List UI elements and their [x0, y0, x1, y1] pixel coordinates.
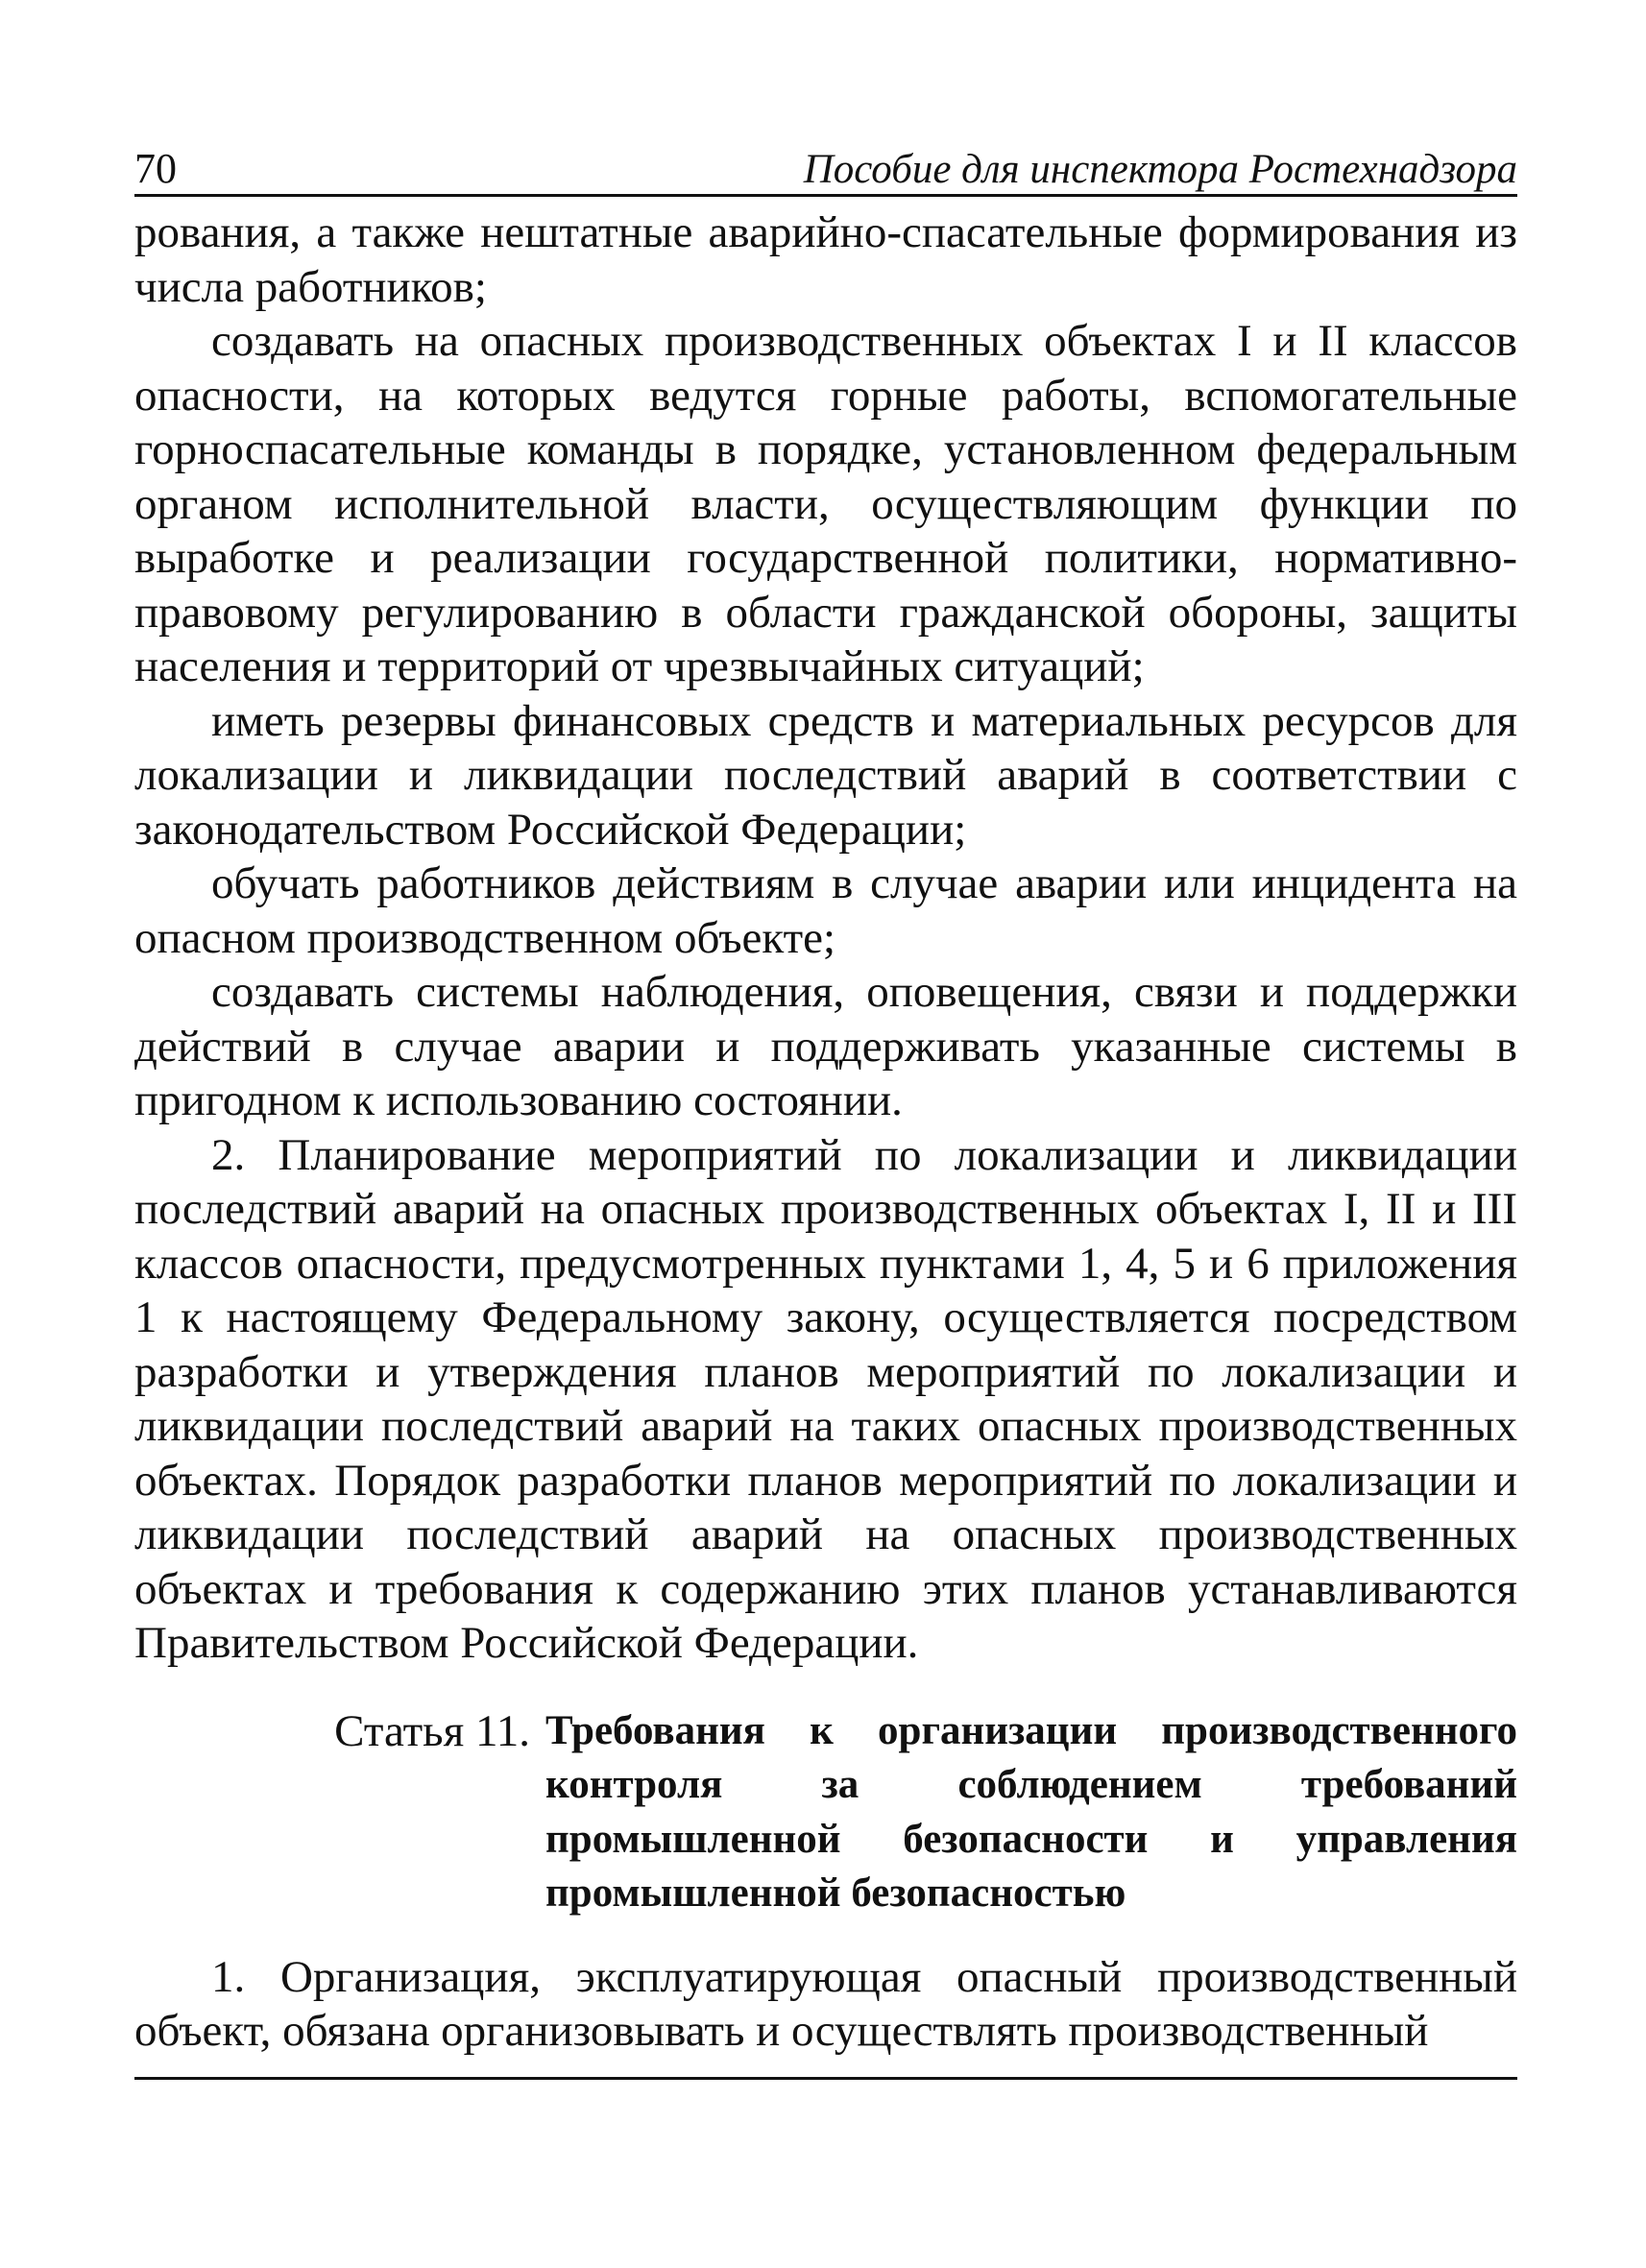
paragraph-continuation: рования, а также нештатные аварийно-спасательные формирования из числа работников; [134, 207, 1517, 312]
paragraph-planning: 2. Планирование мероприятий по локализации и ликвидации последствий аварий на опасных производственных объектах I, II и III классов опасности, предусмотренных пунктами 1, 4, 5 и 6 приложения 1 к настоящему Федеральному закону, осуществляется посредством разработки и утверждения планов мероприятий по локализации и ликвидации последствий аварий на таких опасных производственных объектах. Порядок разработки планов мероприятий по локализации и ликвидации последствий аварий на опасных производственных объектах и требования к содержанию этих планов устанавливаются Правительством Российской Федерации. [134, 1129, 1517, 1668]
article-heading [134, 1704, 1517, 1921]
page-body [134, 205, 1517, 2059]
paragraph-rescue-teams: создавать на опасных производственных объектах I и II классов опасности, на которых ведутся горные работы, вспомогательные горноспасательные команды в порядке, установленном федеральным органом исполнительной власти, осуществляющим функции по выработке и реализации государственной политики, нормативно-правовому регулированию в области гражданской обороны, защиты населения и территорий от чрезвычайных ситуаций; [134, 316, 1517, 691]
footer-rule [134, 2077, 1517, 2080]
page-number: 70 [134, 145, 177, 192]
running-title: Пособие для инспектора Ростехнадзора [803, 147, 1517, 192]
page-header [134, 134, 1517, 197]
article-label: Статья 11. [334, 1705, 530, 1756]
paragraph-training: обучать работников действиям в случае аварии или инцидента на опасном производственном объекте; [134, 858, 1517, 963]
paragraph-warning-systems: создавать системы наблюдения, оповещения, связи и поддержки действий в случае аварии и поддерживать указанные системы в пригодном к использованию состоянии. [134, 967, 1517, 1125]
paragraph-production-control: 1. Организация, эксплуатирующая опасный производственный объект, обязана организовывать и осуществлять производственный [134, 1951, 1517, 2056]
article-title: Требования к организации производственного контроля за соблюдением требований промышленной безопасности и управления промышленной безопасностью [545, 1707, 1517, 1916]
paragraph-reserves: иметь резервы финансовых средств и материальных ресурсов для локализации и ликвидации последствий аварий в соответствии с законодательством Российской Федерации; [134, 695, 1517, 855]
